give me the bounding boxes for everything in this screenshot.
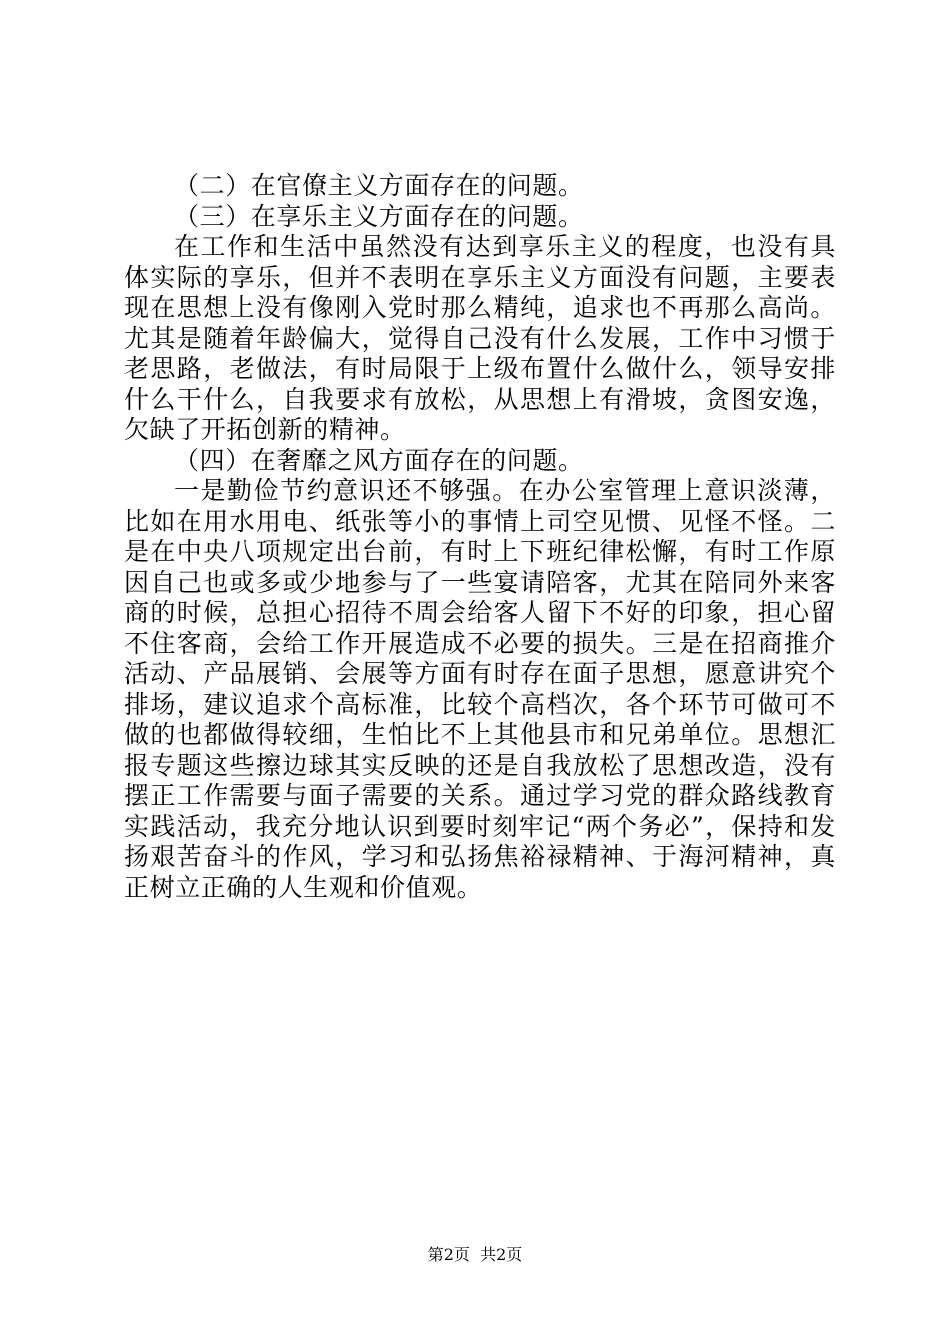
paragraph-hedonism-problems: 在工作和生活中虽然没有达到享乐主义的程度，也没有具体实际的享乐，但并不表明在享乐主义方面没有问题，主要表现在思想上没有像刚入党时那么精纯，追求也不再那么高尚。尤其是随着年龄偏大，觉得自己没有什么发展，工作中习惯于老思路，老做法，有时局限于上级布置什么做什么，领导安排什么干什么，自我要求有放松，从思想上有滑坡，贪图安逸，欠缺了开拓创新的精神。 bbox=[124, 232, 836, 444]
section-heading-hedonism: （三）在享乐主义方面存在的问题。 bbox=[174, 201, 584, 231]
document-body bbox=[124, 171, 836, 903]
page-footer bbox=[0, 1245, 950, 1265]
section-heading-bureaucratism: （二）在官僚主义方面存在的问题。 bbox=[174, 171, 584, 200]
page-number: 第2页 共2页 bbox=[427, 1245, 523, 1264]
paragraph-extravagance-problems: 一是勤俭节约意识还不够强。在办公室管理上意识淡薄，比如在用水用电、纸张等小的事情上司空见惯、见怪不怪。二是在中央八项规定出台前，有时上下班纪律松懈，有时工作原因自己也或多或少地参与了一些宴请陪客，尤其在陪同外来客商的时候，总担心招待不周会给客人留下不好的印象，担心留不住客商，会给工作开展造成不必要的损失。三是在招商推介活动、产品展销、会展等方面有时存在面子思想，愿意讲究个排场，建议追求个高标准，比较个高档次，各个环节可做可不做的也都做得较细，生怕比不上其他县市和兄弟单位。思想汇报专题这些擦边球其实反映的还是自我放松了思想改造，没有摆正工作需要与面子需要的关系。通过学习党的群众路线教育实践活动，我充分地认识到要时刻牢记“两个务必”，保持和发扬艰苦奋斗的作风，学习和弘扬焦裕禄精神、于海河精神，真正树立正确的人生观和价值观。 bbox=[124, 476, 836, 902]
section-heading-extravagance: （四）在奢靡之风方面存在的问题。 bbox=[174, 445, 584, 475]
